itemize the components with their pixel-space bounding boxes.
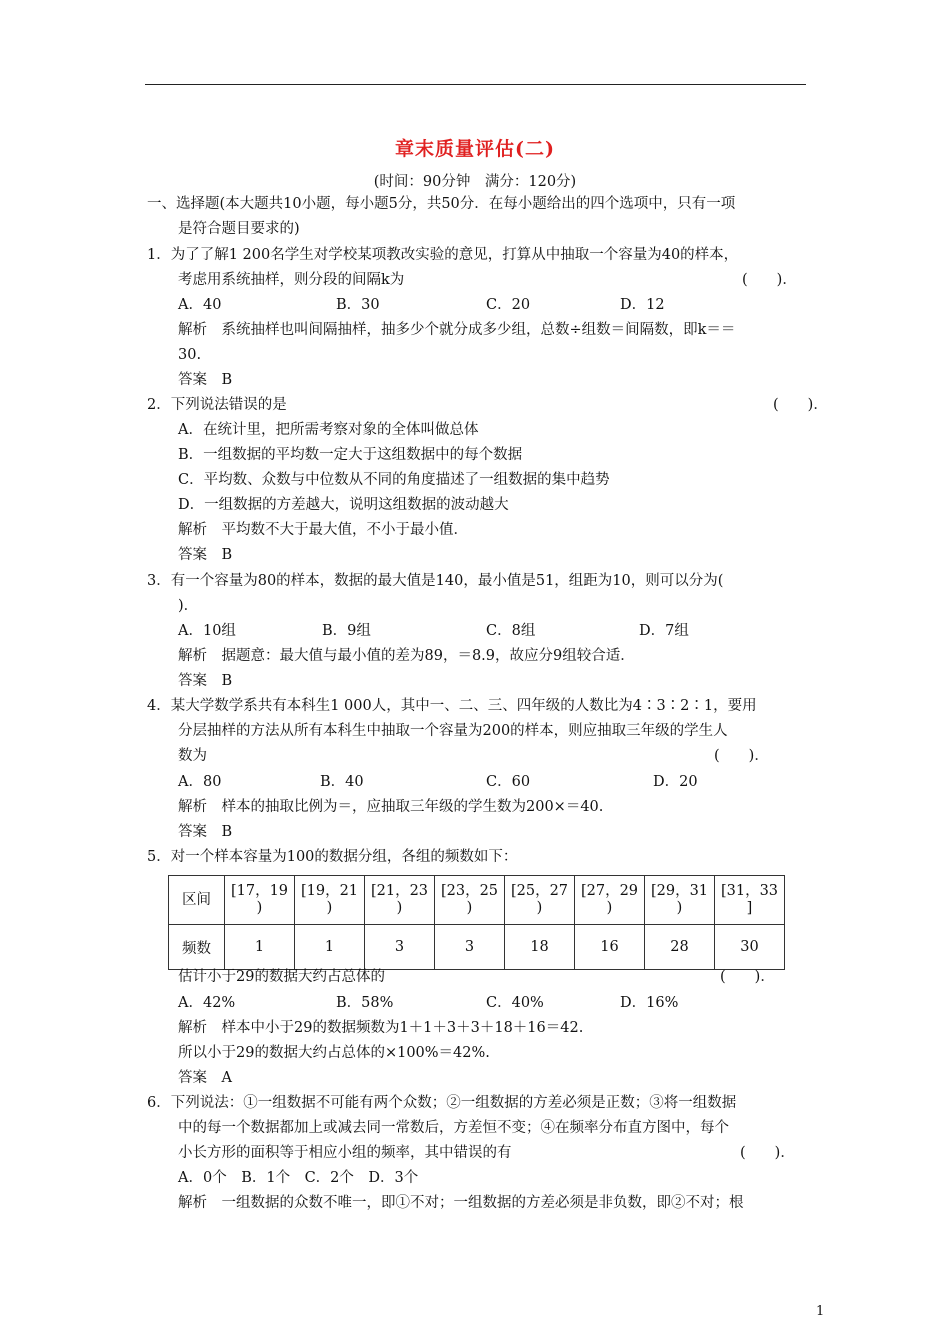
- table-cell: [25，27 ): [505, 876, 575, 925]
- q1-stem: 1．为了了解1 200名学生对学校某项教改实验的意见，打算从中抽取一个容量为40的样本，: [147, 247, 739, 263]
- q5-option-d: D．16%: [620, 995, 679, 1011]
- q1-answer: 答案 B: [178, 372, 233, 388]
- q3-option-c: C．8组: [486, 623, 536, 639]
- section-heading-cont: 是符合题目要求的): [178, 221, 300, 237]
- q4-option-d: D．20: [653, 774, 698, 790]
- q4-stem: 4．某大学数学系共有本科生1 000人，其中一、二、三、四年级的人数比为4∶3∶2∶1，要用: [147, 698, 757, 714]
- q4-option-b: B．40: [320, 774, 364, 790]
- q1-answer-blank: ( )．: [742, 272, 797, 288]
- q5-option-b: B．58%: [336, 995, 394, 1011]
- q4-answer-blank: ( )．: [714, 748, 769, 764]
- q4-option-c: C．60: [486, 774, 531, 790]
- table-row-label: 频数: [169, 925, 225, 970]
- q2-option-a: A．在统计里，把所需考察对象的全体叫做总体: [178, 422, 479, 438]
- table-cell: 3: [435, 925, 505, 970]
- table-cell: [23，25 ): [435, 876, 505, 925]
- q1-analysis-cont: 30.: [178, 347, 202, 363]
- q6-stem-cont: 中的每一个数据都加上或减去同一常数后，方差恒不变；④在频率分布直方图中，每个: [178, 1120, 729, 1136]
- frequency-table: [168, 875, 785, 970]
- table-cell: 18: [505, 925, 575, 970]
- section-heading: 一、选择题(本大题共10小题，每小题5分，共50分．在每小题给出的四个选项中，只有一项: [147, 196, 736, 212]
- table-cell: [21，23 ): [365, 876, 435, 925]
- q6-options: A．0个 B．1个 C．2个 D．3个: [178, 1170, 419, 1186]
- q3-stem-cont: )．: [178, 598, 199, 614]
- q2-answer-blank: ( )．: [773, 397, 828, 413]
- q1-option-a: A．40: [178, 297, 222, 313]
- q2-analysis: 解析 平均数不大于最大值，不小于最小值．: [178, 522, 468, 538]
- q5-answer-blank: ( )．: [720, 969, 775, 985]
- table-cell: [27，29 ): [575, 876, 645, 925]
- q2-stem: 2．下列说法错误的是: [147, 397, 287, 413]
- q5-option-a: A．42%: [178, 995, 236, 1011]
- q1-stem-cont: 考虑用系统抽样，则分段的间隔k为: [178, 272, 405, 288]
- table-cell: 3: [365, 925, 435, 970]
- table-cell: 16: [575, 925, 645, 970]
- q1-option-d: D．12: [620, 297, 665, 313]
- table-row: [169, 925, 785, 970]
- q4-stem-cont2: 数为: [178, 748, 207, 764]
- q6-stem: 6．下列说法：①一组数据不可能有两个众数；②一组数据的方差必须是正数；③将一组数据: [147, 1095, 737, 1111]
- page-number: 1: [816, 1304, 825, 1319]
- q1-analysis: 解析 系统抽样也叫间隔抽样，抽多少个就分成多少组，总数÷组数＝间隔数，即k＝＝: [178, 322, 736, 338]
- q3-option-b: B．9组: [322, 623, 371, 639]
- page-title: 章末质量评估(二): [395, 138, 555, 160]
- q5-option-c: C．40%: [486, 995, 544, 1011]
- table-header-label: 区间: [169, 876, 225, 925]
- q4-stem-cont: 分层抽样的方法从所有本科生中抽取一个容量为200的样本，则应抽取三年级的学生人: [178, 723, 728, 739]
- q3-analysis: 解析 据题意：最大值与最小值的差为89，＝8.9，故应分9组较合适．: [178, 648, 635, 664]
- q5-analysis: 解析 样本中小于29的数据频数为1＋1＋3＋3＋18＋16＝42.: [178, 1020, 584, 1036]
- q3-option-a: A．10组: [178, 623, 236, 639]
- q4-analysis: 解析 样本的抽取比例为＝，应抽取三年级的学生数为200×＝40.: [178, 799, 604, 815]
- q6-stem-cont2: 小长方形的面积等于相应小组的频率，其中错误的有: [178, 1145, 512, 1161]
- q6-answer-blank: ( )．: [740, 1145, 795, 1161]
- q3-stem: 3．有一个容量为80的样本，数据的最大值是140，最小值是51，组距为10，则可以分为(: [147, 573, 724, 589]
- q5-stem: 5．对一个样本容量为100的数据分组，各组的频数如下：: [147, 849, 518, 865]
- q2-option-d: D．一组数据的方差越大，说明这组数据的波动越大: [178, 497, 509, 513]
- q2-option-b: B．一组数据的平均数一定大于这组数据中的每个数据: [178, 447, 523, 463]
- table-cell: 1: [295, 925, 365, 970]
- table-cell: [19，21 ): [295, 876, 365, 925]
- q3-option-d: D．7组: [639, 623, 689, 639]
- q5-question: 估计小于29的数据大约占总体的: [178, 969, 385, 985]
- page-subtitle: (时间：90分钟 满分：120分): [373, 174, 577, 190]
- q4-option-a: A．80: [178, 774, 222, 790]
- q5-analysis-cont: 所以小于29的数据大约占总体的×100%＝42%.: [178, 1045, 490, 1061]
- table-cell: 30: [715, 925, 785, 970]
- table-cell: 1: [225, 925, 295, 970]
- table-cell: [17，19 ): [225, 876, 295, 925]
- q6-analysis: 解析 一组数据的众数不唯一，即①不对；一组数据的方差必须是非负数，即②不对；根: [178, 1195, 744, 1211]
- q2-answer: 答案 B: [178, 547, 233, 563]
- table-cell: [29，31 ): [645, 876, 715, 925]
- table-row: [169, 876, 785, 925]
- header-rule: [145, 84, 806, 85]
- q2-option-c: C．平均数、众数与中位数从不同的角度描述了一组数据的集中趋势: [178, 472, 610, 488]
- table-cell: 28: [645, 925, 715, 970]
- q1-option-c: C．20: [486, 297, 531, 313]
- table-cell: [31，33 ]: [715, 876, 785, 925]
- q1-option-b: B．30: [336, 297, 380, 313]
- q5-answer: 答案 A: [178, 1070, 232, 1086]
- q3-answer: 答案 B: [178, 673, 233, 689]
- q4-answer: 答案 B: [178, 824, 233, 840]
